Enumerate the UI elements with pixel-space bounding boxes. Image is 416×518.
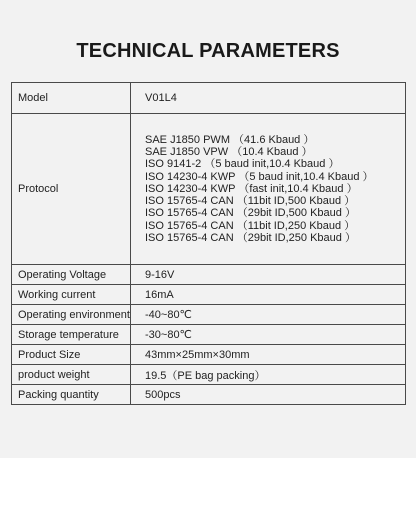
table-row-operating-environment bbox=[12, 305, 406, 325]
table-row-protocol bbox=[12, 114, 406, 265]
protocol-list bbox=[131, 114, 406, 265]
row-value: -40~80℃ bbox=[131, 305, 406, 325]
protocol-item: ISO 15765-4 CAN （29bit ID,500 Kbaud ） bbox=[145, 207, 356, 220]
protocol-item: ISO 14230-4 KWP （fast init,10.4 Kbaud ） bbox=[145, 182, 358, 195]
row-label: Product Size bbox=[12, 345, 131, 365]
row-label: product weight bbox=[12, 365, 131, 385]
table-row-operating-voltage bbox=[12, 265, 406, 285]
row-value: 43mm×25mm×30mm bbox=[131, 345, 406, 365]
page-title: TECHNICAL PARAMETERS bbox=[76, 40, 340, 62]
row-value: -30~80℃ bbox=[131, 325, 406, 345]
row-label: Working current bbox=[12, 285, 131, 305]
table-row-packing-quantity bbox=[12, 385, 406, 405]
row-label: Operating Voltage bbox=[12, 265, 131, 285]
table-row-working-current bbox=[12, 285, 406, 305]
table-row-storage-temperature bbox=[12, 325, 406, 345]
table-row-product-weight bbox=[12, 365, 406, 385]
parameters-table bbox=[11, 82, 406, 405]
protocol-item: SAE J1850 PWM （41.6 Kbaud ） bbox=[145, 134, 315, 147]
row-value: V01L4 bbox=[131, 83, 406, 114]
row-label: Storage temperature bbox=[12, 325, 131, 345]
row-value: 9-16V bbox=[131, 265, 406, 285]
table-row-product-size bbox=[12, 345, 406, 365]
row-label: Packing quantity bbox=[12, 385, 131, 405]
table-row-model bbox=[12, 83, 406, 114]
protocol-item: ISO 15765-4 CAN （29bit ID,250 Kbaud ） bbox=[145, 231, 356, 244]
row-label: Operating environment bbox=[12, 305, 131, 325]
row-label: Protocol bbox=[12, 114, 131, 265]
row-value: 500pcs bbox=[131, 385, 406, 405]
row-value: 16mA bbox=[131, 285, 406, 305]
protocol-item: ISO 15765-4 CAN （11bit ID,250 Kbaud ） bbox=[145, 219, 356, 232]
protocol-item: ISO 9141-2 （5 baud init,10.4 Kbaud ） bbox=[145, 158, 340, 171]
protocol-item: SAE J1850 VPW （10.4 Kbaud ） bbox=[145, 146, 313, 159]
protocol-item: ISO 15765-4 CAN （11bit ID,500 Kbaud ） bbox=[145, 195, 356, 208]
protocol-item: ISO 14230-4 KWP （5 baud init,10.4 Kbaud ） bbox=[145, 170, 374, 183]
row-value: 19.5（PE bag packing） bbox=[131, 365, 406, 385]
row-label: Model bbox=[12, 83, 131, 114]
